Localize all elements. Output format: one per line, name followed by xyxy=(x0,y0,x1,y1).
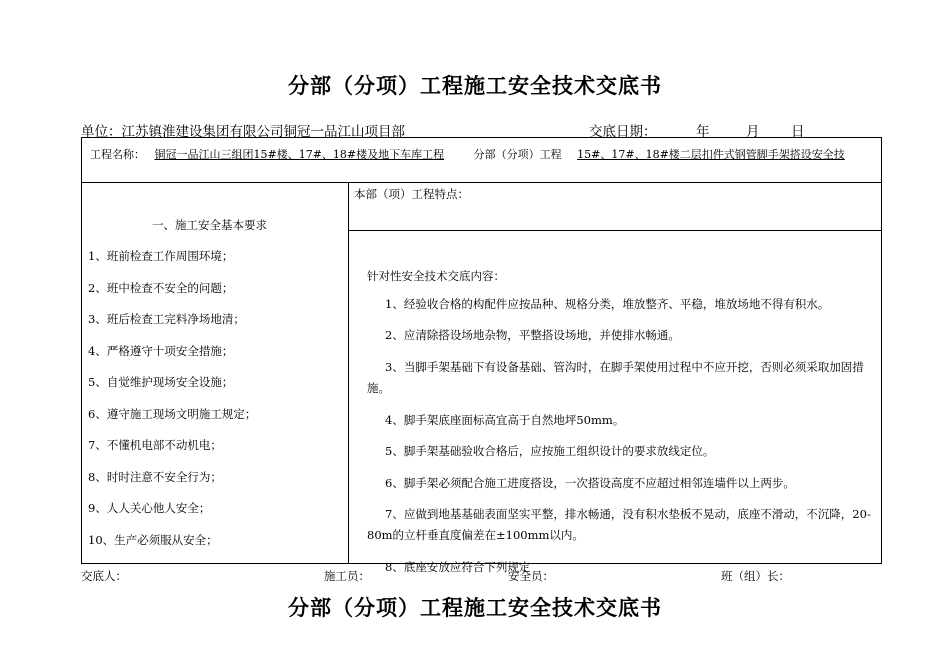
project-name-label: 工程名称： xyxy=(90,148,145,161)
safety-officer-label: 安全员： xyxy=(508,569,554,583)
month-label: 月 xyxy=(746,124,760,140)
requirement-item: 5、自觉维护现场安全设施； xyxy=(88,375,234,389)
discloser-label: 交底人： xyxy=(81,569,127,583)
requirement-item: 1、班前检查工作周围环境； xyxy=(88,249,234,263)
requirements-heading: 一、施工安全基本要求 xyxy=(152,218,267,232)
content-item: 3、当脚手架基础下有设备基础、管沟时，在脚手架使用过程中不应开挖，否则必须采取加固措施。 xyxy=(367,360,864,395)
requirement-item: 4、严格遵守十项安全措施； xyxy=(88,344,234,358)
features-divider xyxy=(348,230,881,231)
team-leader-label: 班（组）长： xyxy=(721,569,790,583)
worker-label: 施工员： xyxy=(324,569,370,583)
requirement-item: 10、生产必须服从安全； xyxy=(88,533,218,547)
day-label: 日 xyxy=(791,124,805,140)
date-label: 交底日期： xyxy=(589,124,657,140)
disclosure-table xyxy=(81,137,882,574)
requirement-item: 9、人人关心他人安全； xyxy=(88,501,211,515)
content-item: 5、脚手架基础验收合格后，应按施工组织设计的要求放线定位。 xyxy=(385,444,715,458)
features-label: 本部（项）工程特点： xyxy=(354,187,469,201)
year-label: 年 xyxy=(696,124,710,140)
next-page-title: 分部（分项）工程施工安全技术交底书 xyxy=(288,596,662,620)
requirement-item: 8、时时注意不安全行为； xyxy=(88,470,222,484)
project-name: 铜冠一品江山三组团15#楼、17#、18#楼及地下车库工程 xyxy=(154,148,445,161)
content-item: 7、应做到地基基础表面坚实平整，排水畅通，没有积水垫板不晃动，底座不滑动，不沉降，20-80m的立杆垂直度偏差在±100mm以内。 xyxy=(367,507,871,542)
content-item: 4、脚手架底座面标高宜高于自然地坪50mm。 xyxy=(385,413,625,427)
sub-project-label: 分部（分项）工程 xyxy=(473,148,562,161)
page-title: 分部（分项）工程施工安全技术交底书 xyxy=(288,74,662,98)
project-row xyxy=(90,146,845,162)
requirement-item: 6、遵守施工现场文明施工规定； xyxy=(88,407,257,421)
requirement-item: 7、不懂机电部不动机电； xyxy=(88,438,222,452)
requirement-item: 3、班后检查工完料净场地清； xyxy=(88,312,245,326)
content-item: 2、应清除搭设场地杂物，平整搭设场地，并使排水畅通。 xyxy=(385,328,680,342)
requirement-item: 2、班中检查不安全的问题； xyxy=(88,281,234,295)
content-item: 1、经验收合格的构配件应按品种、规格分类，堆放整齐、平稳，堆放场地不得有积水。 xyxy=(385,297,830,311)
row-divider xyxy=(82,182,881,183)
content-item: 8、底座安放应符合下列规定 xyxy=(385,560,531,574)
column-divider xyxy=(348,182,349,563)
unit-line xyxy=(81,120,881,138)
content-item: 6、脚手架必须配合施工进度搭设，一次搭设高度不应超过相邻连墙件以上两步。 xyxy=(385,476,795,490)
unit-label: 单位：江苏镇淮建设集团有限公司铜冠一品江山项目部 xyxy=(81,124,405,140)
sub-project-name: 15#、17#、18#楼二层扣件式钢管脚手架搭设安全技 xyxy=(577,148,845,161)
content-label: 针对性安全技术交底内容： xyxy=(367,269,505,283)
